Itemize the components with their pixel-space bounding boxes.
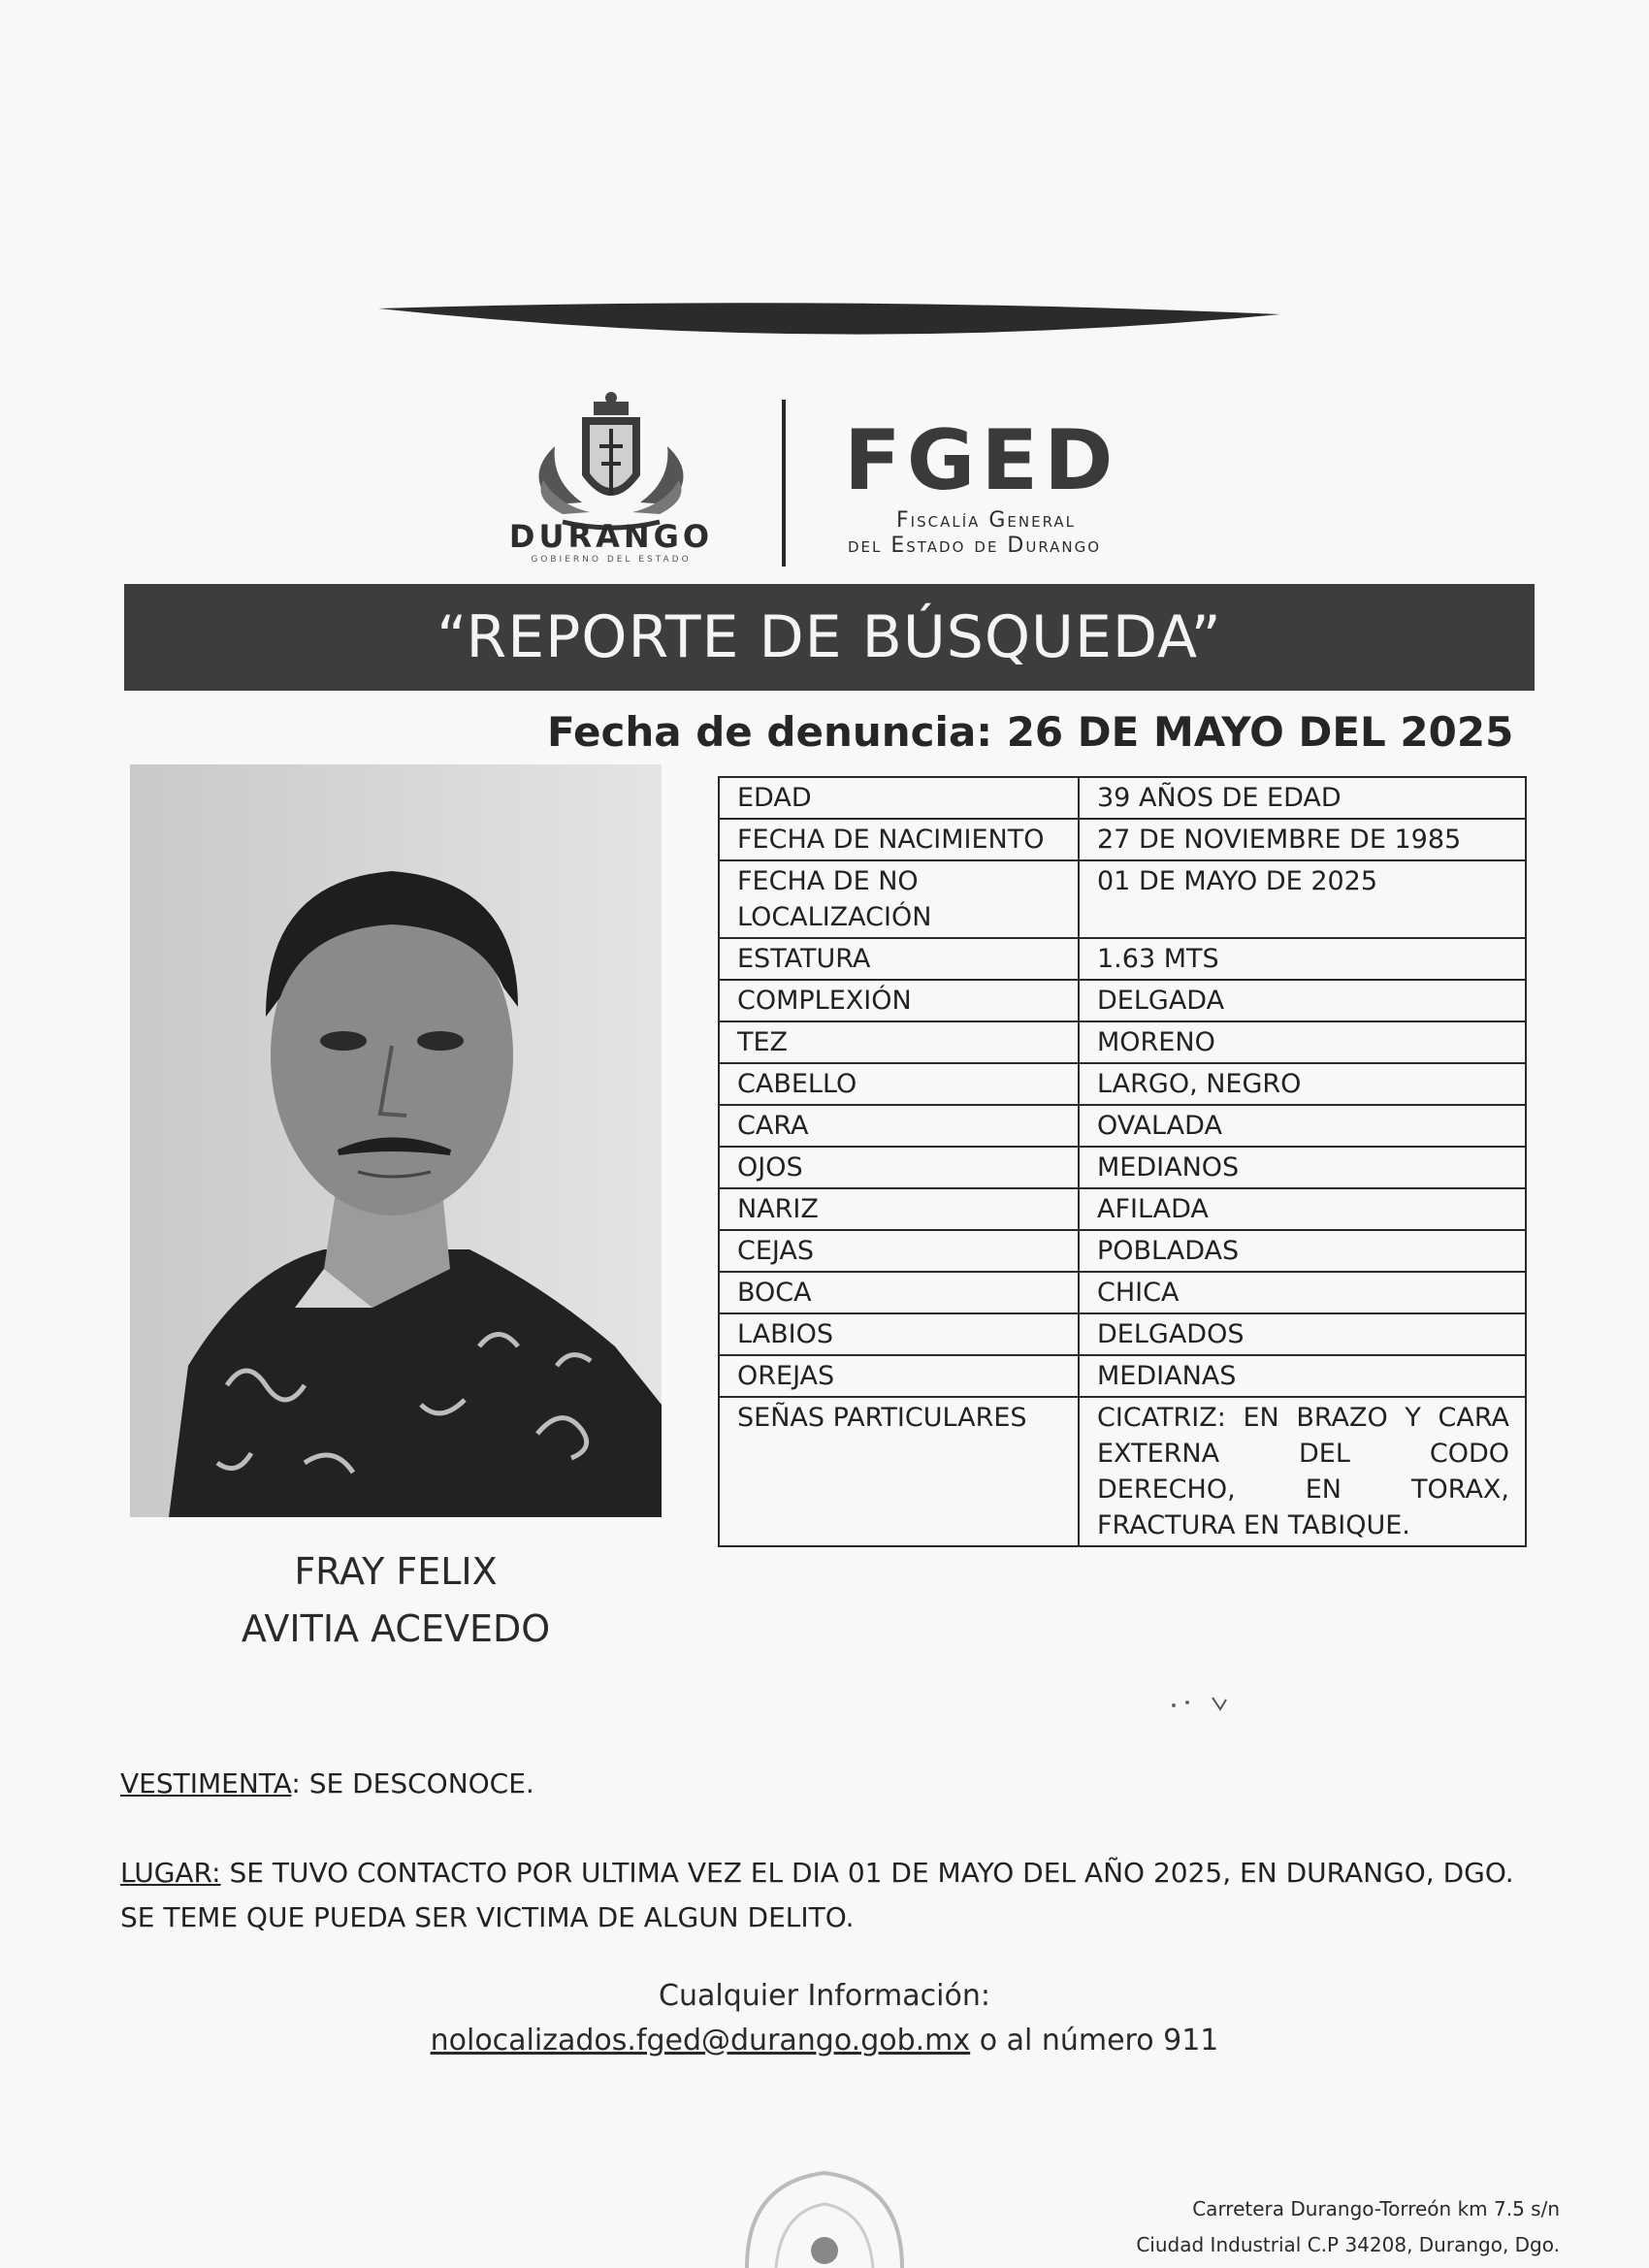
details-row	[719, 1313, 1526, 1355]
report-title: “REPORTE DE BÚSQUEDA”	[436, 603, 1222, 671]
details-row	[719, 1272, 1526, 1313]
person-name-line1: FRAY FELIX	[294, 1550, 498, 1593]
detail-label: BOCA	[719, 1272, 1079, 1313]
detail-value: MORENO	[1079, 1021, 1526, 1063]
location-text: SE TUVO CONTACTO POR ULTIMA VEZ EL DIA 01 DE MAYO DEL AÑO 2025, EN DURANGO, DGO. SE TEME QUE PUEDA SER VICTIMA DE ALGUN DELITO.	[120, 1857, 1514, 1933]
details-row	[719, 1355, 1526, 1397]
person-details-table	[718, 776, 1527, 1547]
detail-label: FECHA DE NACIMIENTO	[719, 819, 1079, 860]
durango-logo-text: DURANGO	[508, 518, 714, 555]
detail-label: SEÑAS PARTICULARES	[719, 1397, 1079, 1546]
detail-value: 1.63 MTS	[1079, 938, 1526, 980]
detail-value: 39 AÑOS DE EDAD	[1079, 777, 1526, 819]
details-row	[719, 1021, 1526, 1063]
detail-label: CABELLO	[719, 1063, 1079, 1105]
detail-label: NARIZ	[719, 1188, 1079, 1230]
detail-value: DELGADOS	[1079, 1313, 1526, 1355]
detail-label: OREJAS	[719, 1355, 1079, 1397]
details-row	[719, 1147, 1526, 1188]
detail-value: AFILADA	[1079, 1188, 1526, 1230]
clothing-info	[120, 1767, 534, 1799]
durango-logo-subtext: GOBIERNO DEL ESTADO	[531, 555, 692, 565]
detail-label: FECHA DE NO LOCALIZACIÓN	[719, 860, 1079, 938]
location-info	[120, 1851, 1536, 1940]
detail-value: DELGADA	[1079, 980, 1526, 1021]
detail-value: OVALADA	[1079, 1105, 1526, 1147]
fged-seal-icon	[728, 2154, 922, 2268]
contact-heading: Cualquier Información:	[659, 1979, 990, 2013]
details-row	[719, 1063, 1526, 1105]
detail-label: OJOS	[719, 1147, 1079, 1188]
logo-divider	[782, 400, 786, 567]
address-line1: Carretera Durango-Torreón km 7.5 s/n	[1192, 2197, 1560, 2220]
contact-email-link[interactable]: nolocalizados.fged@durango.gob.mx	[430, 2024, 971, 2057]
detail-value: MEDIANAS	[1079, 1355, 1526, 1397]
detail-label: TEZ	[719, 1021, 1079, 1063]
detail-value: 01 DE MAYO DE 2025	[1079, 860, 1526, 938]
details-row	[719, 777, 1526, 819]
detail-value: POBLADAS	[1079, 1230, 1526, 1272]
details-row	[719, 980, 1526, 1021]
scan-specks	[1154, 1688, 1348, 1717]
detail-value: MEDIANOS	[1079, 1147, 1526, 1188]
header-decorative-bar	[378, 301, 1280, 349]
clothing-label: VESTIMENTA	[120, 1767, 292, 1799]
contact-phone-text: o al número 911	[970, 2024, 1219, 2057]
details-row	[719, 860, 1526, 938]
address-line2: Ciudad Industrial C.P 34208, Durango, Dgo.	[1136, 2233, 1560, 2256]
details-row	[719, 819, 1526, 860]
fged-subtitle-line1: Fiscalía General	[896, 508, 1077, 533]
fged-logo-title: FGED	[844, 412, 1119, 509]
detail-value: CHICA	[1079, 1272, 1526, 1313]
durango-government-logo	[466, 388, 757, 572]
fged-subtitle-line2: del Estado de Durango	[848, 534, 1102, 558]
detail-label: LABIOS	[719, 1313, 1079, 1355]
detail-value: CICATRIZ: EN BRAZO Y CARA EXTERNA DEL CODO DERECHO, EN TORAX, FRACTURA EN TABIQUE.	[1079, 1397, 1526, 1546]
detail-value: 27 DE NOVIEMBRE DE 1985	[1079, 819, 1526, 860]
location-label: LUGAR:	[120, 1857, 221, 1889]
detail-label: ESTATURA	[719, 938, 1079, 980]
report-date: Fecha de denuncia: 26 DE MAYO DEL 2025	[547, 708, 1514, 756]
detail-label: COMPLEXIÓN	[719, 980, 1079, 1021]
title-banner	[124, 584, 1535, 691]
details-row	[719, 1230, 1526, 1272]
detail-label: CEJAS	[719, 1230, 1079, 1272]
contact-line	[0, 2024, 1649, 2057]
details-row	[719, 1397, 1526, 1546]
detail-value: LARGO, NEGRO	[1079, 1063, 1526, 1105]
person-name-line2: AVITIA ACEVEDO	[241, 1607, 551, 1650]
detail-label: CARA	[719, 1105, 1079, 1147]
clothing-text: : SE DESCONOCE.	[291, 1767, 534, 1799]
details-row	[719, 1105, 1526, 1147]
detail-label: EDAD	[719, 777, 1079, 819]
details-row	[719, 938, 1526, 980]
details-row	[719, 1188, 1526, 1230]
missing-person-photo	[130, 764, 662, 1517]
